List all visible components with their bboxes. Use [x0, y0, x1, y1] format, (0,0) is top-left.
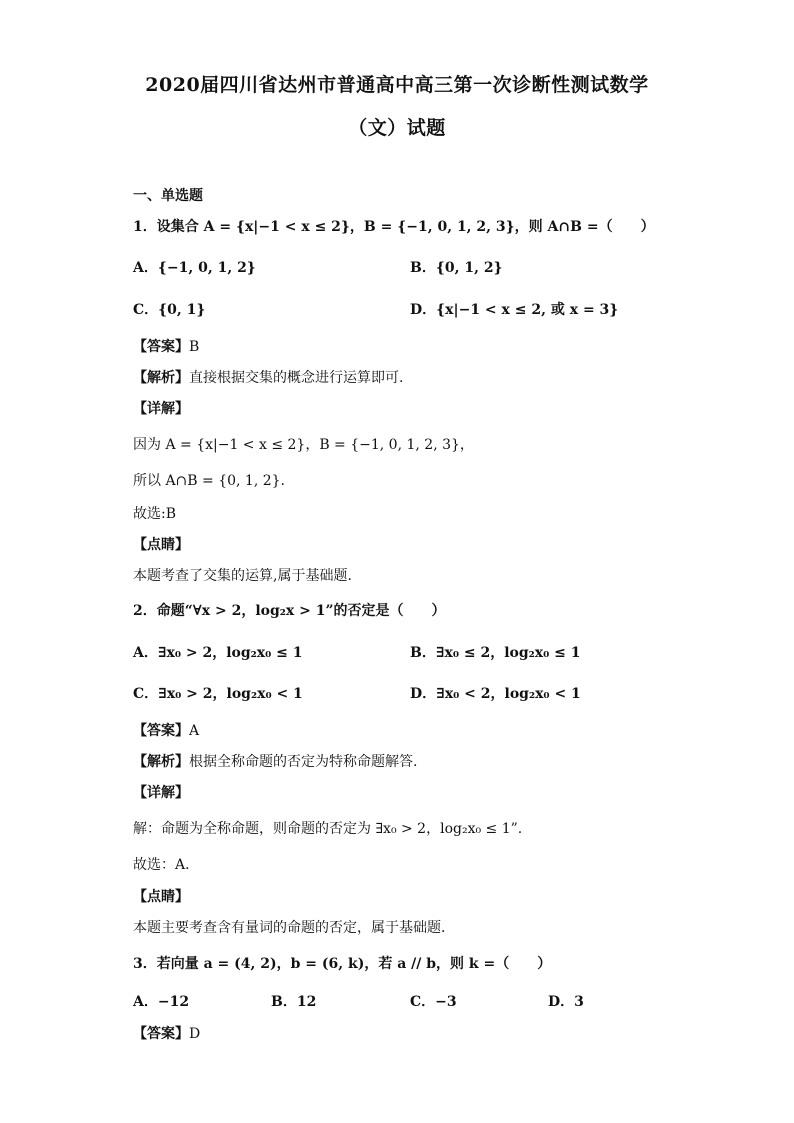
q1-option-a: A．{−1, 0, 1, 2}	[133, 260, 256, 276]
q1-answer-tag: 【答案】	[133, 339, 189, 355]
q2-analysis-row	[133, 752, 417, 772]
q1-analysis-tag: 【解析】	[133, 370, 189, 386]
q2-stem: 2．命题“∀x > 2，log₂x > 1”的否定是（ ）	[133, 603, 446, 619]
q1-option-c: C．{0, 1}	[133, 302, 206, 318]
document-title-line-1: 2020届四川省达州市普通高中高三第一次诊断性测试数学	[145, 74, 649, 96]
q2-option-d: D．∃x₀ < 2，log₂x₀ < 1	[410, 686, 581, 702]
q1-detail-line-1: 因为 A = {x|−1 < x ≤ 2}，B = {−1, 0, 1, 2, 3}，	[133, 437, 474, 453]
q2-comment-tag: 【点睛】	[133, 889, 189, 905]
q3-answer-value: D	[189, 1026, 201, 1042]
q2-detail-line-1: 解：命题为全称命题，则命题的否定为 ∃x₀ > 2，log₂x₀ ≤ 1”.	[133, 821, 523, 837]
section-heading: 一、单选题	[133, 188, 203, 204]
q2-option-b: B．∃x₀ ≤ 2，log₂x₀ ≤ 1	[410, 645, 581, 661]
q1-answer-row	[133, 337, 199, 357]
q1-comment-tag: 【点睛】	[133, 537, 189, 553]
q2-option-a: A．∃x₀ > 2，log₂x₀ ≤ 1	[133, 645, 303, 661]
q1-comment-text: 本题考查了交集的运算,属于基础题.	[133, 568, 352, 584]
q3-answer-row	[133, 1024, 200, 1044]
q2-analysis-tag: 【解析】	[133, 754, 189, 770]
q1-detail-line-3: 故选:B	[133, 506, 177, 522]
q1-option-d: D．{x|−1 < x ≤ 2, 或 x = 3}	[410, 302, 619, 318]
q3-option-b: B．12	[271, 994, 317, 1010]
q3-option-c: C．−3	[410, 994, 457, 1010]
q1-detail-line-2: 所以 A∩B = {0, 1, 2}.	[133, 473, 285, 489]
q3-answer-tag: 【答案】	[133, 1026, 189, 1042]
q3-stem: 3．若向量 a = (4, 2)，b = (6, k)，若 a // b，则 k =（ ）	[133, 956, 552, 972]
q2-detail-tag: 【详解】	[133, 785, 189, 801]
q1-detail-tag: 【详解】	[133, 401, 189, 417]
q1-analysis-row	[133, 368, 403, 388]
q2-detail-line-2: 故选：A．	[133, 857, 200, 873]
q3-option-d: D．3	[548, 994, 584, 1010]
q1-stem: 1．设集合 A = {x|−1 < x ≤ 2}，B = {−1, 0, 1, 2, 3}，则 A∩B =（ ）	[133, 219, 655, 235]
q1-analysis-text: 直接根据交集的概念进行运算即可.	[189, 370, 404, 386]
q2-analysis-text: 根据全称命题的否定为特称命题解答.	[189, 754, 418, 770]
q1-answer-value: B	[189, 339, 200, 355]
q1-option-b: B．{0, 1, 2}	[410, 260, 503, 276]
q2-option-c: C．∃x₀ > 2，log₂x₀ < 1	[133, 686, 303, 702]
q2-answer-row	[133, 721, 199, 741]
q2-comment-text: 本题主要考查含有量词的命题的否定，属于基础题．	[133, 920, 455, 936]
q2-answer-tag: 【答案】	[133, 723, 189, 739]
q3-option-a: A．−12	[133, 994, 190, 1010]
document-title-line-2: （文）试题	[348, 117, 446, 139]
q2-answer-value: A	[189, 723, 200, 739]
